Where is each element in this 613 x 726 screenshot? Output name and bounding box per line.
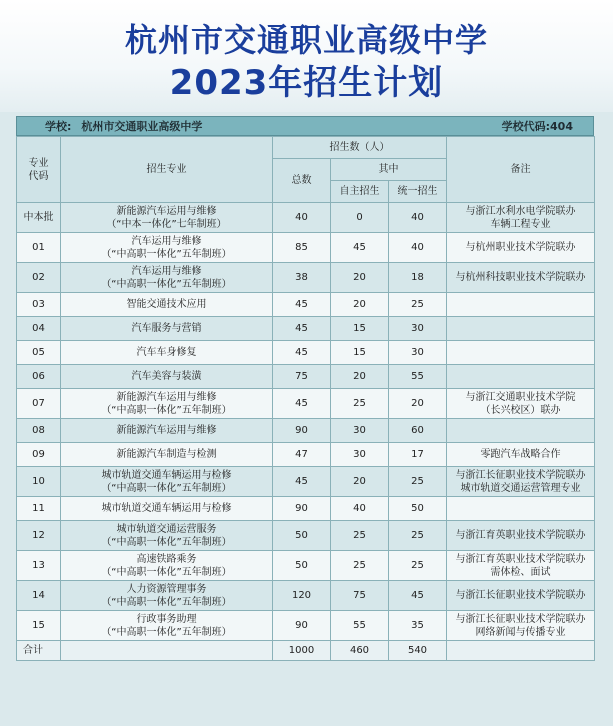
enrollment-table-wrapper bbox=[16, 116, 594, 661]
cell-self bbox=[331, 389, 389, 419]
cell-major-line: 人力资源管理事务 bbox=[126, 583, 207, 595]
cell-major-line: （“中高职一体化”五年制班） bbox=[101, 482, 232, 494]
cell-total-line: 85 bbox=[295, 242, 308, 253]
cell-major-line: 智能交通技术应用 bbox=[126, 299, 207, 310]
cell-total bbox=[273, 317, 331, 341]
cell-self-line: 20 bbox=[353, 299, 366, 310]
cell-unified bbox=[389, 317, 447, 341]
cell-major-line: 新能源汽车运用与维修 bbox=[116, 205, 217, 217]
cell-self-line: 45 bbox=[353, 242, 366, 253]
cell-total bbox=[273, 551, 331, 581]
header-enroll: 招生数（人） bbox=[273, 137, 447, 159]
header-total: 总数 bbox=[273, 159, 331, 203]
cell-total bbox=[273, 233, 331, 263]
cell-self bbox=[331, 293, 389, 317]
totals-self: 460 bbox=[331, 641, 389, 661]
cell-self-line: 40 bbox=[353, 503, 366, 514]
cell-self bbox=[331, 317, 389, 341]
cell-code bbox=[17, 581, 61, 611]
cell-note-line: 需体检、面试 bbox=[490, 566, 551, 578]
cell-note bbox=[447, 611, 595, 641]
cell-total-line: 90 bbox=[295, 425, 308, 436]
table-row bbox=[17, 467, 595, 497]
cell-total-line: 75 bbox=[295, 371, 308, 382]
cell-total bbox=[273, 203, 331, 233]
header-self: 自主招生 bbox=[331, 181, 389, 203]
cell-note bbox=[447, 389, 595, 419]
cell-total-line: 45 bbox=[295, 476, 308, 487]
cell-total-line: 45 bbox=[295, 323, 308, 334]
cell-unified-line: 25 bbox=[411, 530, 424, 541]
cell-code-line: 05 bbox=[32, 347, 45, 358]
cell-self-line: 20 bbox=[353, 476, 366, 487]
cell-note bbox=[447, 263, 595, 293]
cell-code bbox=[17, 467, 61, 497]
cell-total bbox=[273, 293, 331, 317]
table-row bbox=[17, 521, 595, 551]
cell-note bbox=[447, 581, 595, 611]
cell-code-line: 11 bbox=[32, 503, 45, 514]
cell-major bbox=[61, 521, 273, 551]
cell-note bbox=[447, 293, 595, 317]
cell-unified-line: 55 bbox=[411, 371, 424, 382]
cell-note bbox=[447, 341, 595, 365]
cell-unified bbox=[389, 467, 447, 497]
cell-major-line: （“中高职一体化”五年制班） bbox=[101, 626, 232, 638]
cell-note-line: 零跑汽车战略合作 bbox=[480, 449, 561, 460]
table-row bbox=[17, 203, 595, 233]
cell-note bbox=[447, 203, 595, 233]
cell-major-line: 行政事务助理 bbox=[136, 613, 197, 625]
cell-code bbox=[17, 341, 61, 365]
cell-code-line: 10 bbox=[32, 476, 45, 487]
cell-total bbox=[273, 611, 331, 641]
cell-unified-line: 25 bbox=[411, 476, 424, 487]
cell-code bbox=[17, 443, 61, 467]
cell-note-line: 与杭州科技职业技术学院联办 bbox=[455, 272, 586, 283]
cell-code bbox=[17, 389, 61, 419]
cell-unified bbox=[389, 293, 447, 317]
cell-total-line: 50 bbox=[295, 530, 308, 541]
cell-unified-line: 45 bbox=[411, 590, 424, 601]
school-info bbox=[45, 118, 202, 134]
cell-self bbox=[331, 233, 389, 263]
cell-major-line: （“中高职一体化”五年制班） bbox=[101, 536, 232, 548]
cell-major bbox=[61, 419, 273, 443]
cell-total bbox=[273, 419, 331, 443]
totals-unified: 540 bbox=[389, 641, 447, 661]
table-row bbox=[17, 365, 595, 389]
school-code bbox=[502, 118, 573, 134]
table-row bbox=[17, 233, 595, 263]
cell-major-line: 城市轨道交通车辆运用与检修 bbox=[101, 503, 232, 514]
cell-note-line: 网络新闻与传播专业 bbox=[475, 626, 566, 638]
cell-major bbox=[61, 365, 273, 389]
cell-unified-line: 25 bbox=[411, 299, 424, 310]
cell-unified bbox=[389, 581, 447, 611]
cell-major bbox=[61, 293, 273, 317]
cell-major bbox=[61, 551, 273, 581]
cell-total bbox=[273, 365, 331, 389]
cell-note bbox=[447, 419, 595, 443]
cell-major-line: （“中本一体化”七年制班） bbox=[106, 218, 227, 230]
totals-total: 1000 bbox=[273, 641, 331, 661]
cell-major bbox=[61, 341, 273, 365]
cell-major bbox=[61, 581, 273, 611]
cell-total bbox=[273, 497, 331, 521]
cell-total-line: 120 bbox=[291, 590, 312, 601]
cell-note bbox=[447, 365, 595, 389]
cell-note-line: 与浙江育英职业技术学院联办 bbox=[455, 553, 586, 565]
school-info-bar bbox=[16, 116, 594, 136]
cell-code-line: 02 bbox=[32, 272, 45, 283]
table-row bbox=[17, 419, 595, 443]
page-header bbox=[0, 0, 613, 112]
page-title: 杭州市交通职业高级中学 bbox=[124, 21, 488, 59]
cell-total-line: 40 bbox=[295, 212, 308, 223]
school-name: 杭州市交通职业高级中学 bbox=[81, 120, 203, 133]
cell-self bbox=[331, 551, 389, 581]
cell-major-line: 汽车服务与营销 bbox=[131, 323, 202, 334]
cell-unified-line: 30 bbox=[411, 323, 424, 334]
totals-label: 合计 bbox=[17, 641, 61, 661]
table-row bbox=[17, 443, 595, 467]
cell-unified bbox=[389, 341, 447, 365]
cell-note-line: （长兴校区）联办 bbox=[480, 404, 561, 416]
cell-code-line: 06 bbox=[32, 371, 45, 382]
cell-note bbox=[447, 467, 595, 497]
cell-self-line: 20 bbox=[353, 371, 366, 382]
cell-note-line: 车辆工程专业 bbox=[490, 218, 551, 230]
cell-self bbox=[331, 419, 389, 443]
cell-major-line: （“中高职一体化”五年制班） bbox=[101, 404, 232, 416]
cell-major-line: 新能源汽车制造与检测 bbox=[116, 449, 217, 460]
cell-unified bbox=[389, 263, 447, 293]
cell-code-line: 01 bbox=[32, 242, 45, 253]
cell-code bbox=[17, 521, 61, 551]
cell-major-line: （“中高职一体化”五年制班） bbox=[101, 566, 232, 578]
cell-total-line: 45 bbox=[295, 347, 308, 358]
cell-unified-line: 17 bbox=[411, 449, 424, 460]
cell-self bbox=[331, 497, 389, 521]
cell-unified bbox=[389, 611, 447, 641]
cell-self-line: 15 bbox=[353, 323, 366, 334]
cell-code-line: 09 bbox=[32, 449, 45, 460]
header-unified: 统一招生 bbox=[389, 181, 447, 203]
cell-self-line: 30 bbox=[353, 449, 366, 460]
cell-unified-line: 18 bbox=[411, 272, 424, 283]
cell-total-line: 90 bbox=[295, 620, 308, 631]
cell-major-line: 汽车运用与维修 bbox=[131, 235, 202, 247]
cell-major-line: 汽车美容与装潢 bbox=[131, 371, 202, 382]
cell-major-line: 汽车车身修复 bbox=[136, 347, 197, 358]
cell-major-line: 城市轨道交通车辆运用与检修 bbox=[101, 469, 232, 481]
cell-unified bbox=[389, 443, 447, 467]
cell-note-line: 与浙江交通职业技术学院 bbox=[465, 391, 576, 403]
cell-unified-line: 40 bbox=[411, 242, 424, 253]
cell-self bbox=[331, 203, 389, 233]
table-row bbox=[17, 341, 595, 365]
cell-self bbox=[331, 341, 389, 365]
cell-note-line: 城市轨道交通运营管理专业 bbox=[460, 482, 581, 494]
cell-unified bbox=[389, 203, 447, 233]
cell-major-line: （“中高职一体化”五年制班） bbox=[101, 248, 232, 260]
cell-unified-line: 30 bbox=[411, 347, 424, 358]
cell-major bbox=[61, 317, 273, 341]
cell-code-line: 13 bbox=[32, 560, 45, 571]
cell-self bbox=[331, 467, 389, 497]
school-code-value: 404 bbox=[550, 120, 573, 133]
cell-major bbox=[61, 233, 273, 263]
cell-major-line: 城市轨道交通运营服务 bbox=[116, 523, 217, 535]
cell-note bbox=[447, 317, 595, 341]
cell-code-line: 15 bbox=[32, 620, 45, 631]
cell-total-line: 45 bbox=[295, 299, 308, 310]
cell-major bbox=[61, 389, 273, 419]
cell-note bbox=[447, 521, 595, 551]
cell-self bbox=[331, 611, 389, 641]
cell-unified-line: 40 bbox=[411, 212, 424, 223]
cell-total bbox=[273, 389, 331, 419]
cell-unified bbox=[389, 389, 447, 419]
cell-self-line: 25 bbox=[353, 398, 366, 409]
cell-code bbox=[17, 497, 61, 521]
cell-code bbox=[17, 365, 61, 389]
cell-note bbox=[447, 497, 595, 521]
cell-self-line: 30 bbox=[353, 425, 366, 436]
page-subtitle: 2023年招生计划 bbox=[169, 63, 444, 103]
cell-note bbox=[447, 551, 595, 581]
cell-self-line: 55 bbox=[353, 620, 366, 631]
cell-note-line: 与浙江育英职业技术学院联办 bbox=[455, 530, 586, 541]
cell-major bbox=[61, 497, 273, 521]
cell-total bbox=[273, 521, 331, 551]
cell-self-line: 25 bbox=[353, 560, 366, 571]
cell-self-line: 75 bbox=[353, 590, 366, 601]
cell-unified bbox=[389, 233, 447, 263]
cell-code bbox=[17, 233, 61, 263]
cell-code-line: 12 bbox=[32, 530, 45, 541]
table-row bbox=[17, 581, 595, 611]
table-row bbox=[17, 611, 595, 641]
cell-self-line: 15 bbox=[353, 347, 366, 358]
cell-major-line: 新能源汽车运用与维修 bbox=[116, 391, 217, 403]
cell-unified-line: 20 bbox=[411, 398, 424, 409]
header-among: 其中 bbox=[331, 159, 447, 181]
cell-code bbox=[17, 317, 61, 341]
cell-unified bbox=[389, 497, 447, 521]
totals-empty bbox=[61, 641, 273, 661]
table-row bbox=[17, 497, 595, 521]
cell-total-line: 45 bbox=[295, 398, 308, 409]
cell-code-line: 03 bbox=[32, 299, 45, 310]
cell-self-line: 25 bbox=[353, 530, 366, 541]
cell-code bbox=[17, 611, 61, 641]
cell-total bbox=[273, 341, 331, 365]
cell-code-line: 中本批 bbox=[23, 212, 54, 223]
cell-code-line: 08 bbox=[32, 425, 45, 436]
cell-major bbox=[61, 263, 273, 293]
cell-total bbox=[273, 581, 331, 611]
cell-total-line: 47 bbox=[295, 449, 308, 460]
cell-self bbox=[331, 581, 389, 611]
cell-note bbox=[447, 233, 595, 263]
cell-code bbox=[17, 419, 61, 443]
totals-note bbox=[447, 641, 595, 661]
cell-total bbox=[273, 467, 331, 497]
cell-major bbox=[61, 467, 273, 497]
cell-total bbox=[273, 443, 331, 467]
cell-note-line: 与浙江水利水电学院联办 bbox=[465, 205, 576, 217]
cell-self bbox=[331, 443, 389, 467]
school-label: 学校: bbox=[45, 120, 72, 133]
cell-total-line: 50 bbox=[295, 560, 308, 571]
cell-major-line: 新能源汽车运用与维修 bbox=[116, 425, 217, 436]
header-major: 招生专业 bbox=[61, 137, 273, 203]
totals-row bbox=[17, 641, 595, 661]
cell-code bbox=[17, 203, 61, 233]
cell-unified-line: 35 bbox=[411, 620, 424, 631]
cell-major bbox=[61, 611, 273, 641]
cell-self-line: 20 bbox=[353, 272, 366, 283]
cell-self bbox=[331, 365, 389, 389]
cell-major-line: （“中高职一体化”五年制班） bbox=[101, 596, 232, 608]
cell-code bbox=[17, 263, 61, 293]
cell-code bbox=[17, 293, 61, 317]
cell-note-line: 与浙江长征职业技术学院联办 bbox=[455, 613, 586, 625]
cell-self-line: 0 bbox=[356, 212, 363, 223]
cell-unified-line: 25 bbox=[411, 560, 424, 571]
cell-unified bbox=[389, 419, 447, 443]
cell-total bbox=[273, 263, 331, 293]
table-row bbox=[17, 551, 595, 581]
header-note: 备注 bbox=[447, 137, 595, 203]
cell-unified-line: 50 bbox=[411, 503, 424, 514]
table-row bbox=[17, 389, 595, 419]
enrollment-table bbox=[16, 136, 595, 661]
table-row bbox=[17, 263, 595, 293]
cell-self bbox=[331, 521, 389, 551]
cell-code-line: 07 bbox=[32, 398, 45, 409]
table-row bbox=[17, 317, 595, 341]
cell-unified bbox=[389, 521, 447, 551]
school-code-label: 学校代码: bbox=[501, 120, 551, 133]
cell-unified bbox=[389, 365, 447, 389]
cell-major bbox=[61, 443, 273, 467]
table-row bbox=[17, 293, 595, 317]
cell-self bbox=[331, 263, 389, 293]
cell-total-line: 38 bbox=[295, 272, 308, 283]
cell-note-line: 与浙江长征职业技术学院联办 bbox=[455, 590, 586, 601]
cell-unified-line: 60 bbox=[411, 425, 424, 436]
header-code: 专业代码 bbox=[17, 137, 61, 203]
cell-major-line: 汽车运用与维修 bbox=[131, 265, 202, 277]
cell-code-line: 04 bbox=[32, 323, 45, 334]
cell-code bbox=[17, 551, 61, 581]
cell-total-line: 90 bbox=[295, 503, 308, 514]
cell-major-line: 高速铁路乘务 bbox=[136, 553, 197, 565]
cell-code-line: 14 bbox=[32, 590, 45, 601]
cell-note-line: 与浙江长征职业技术学院联办 bbox=[455, 469, 586, 481]
cell-unified bbox=[389, 551, 447, 581]
cell-note-line: 与杭州职业技术学院联办 bbox=[465, 242, 576, 253]
cell-major bbox=[61, 203, 273, 233]
cell-major-line: （“中高职一体化”五年制班） bbox=[101, 278, 232, 290]
cell-note bbox=[447, 443, 595, 467]
